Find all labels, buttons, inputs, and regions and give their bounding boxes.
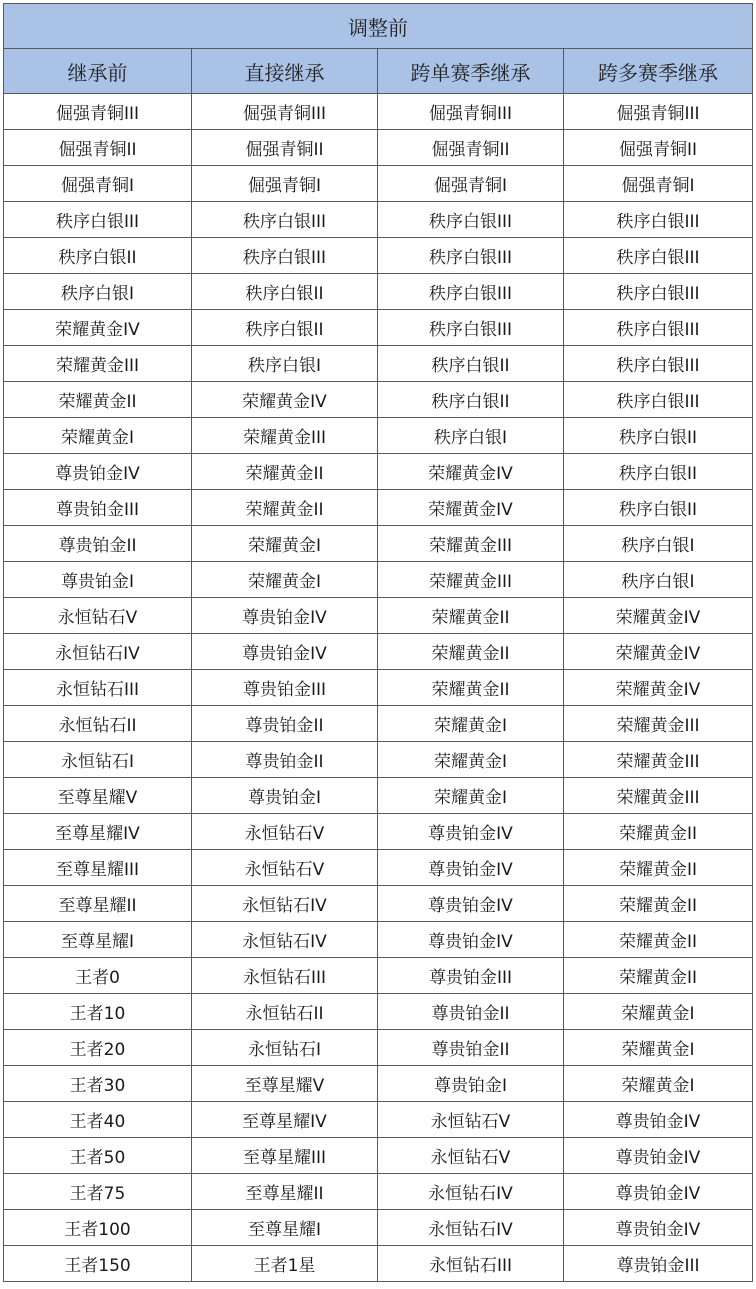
- cell-single-season: 倔强青铜III: [378, 94, 564, 130]
- cell-single-season: 秩序白银I: [378, 418, 564, 454]
- cell-multi-season: 荣耀黄金I: [564, 994, 753, 1030]
- cell-multi-season: 秩序白银III: [564, 238, 753, 274]
- table-row: [4, 598, 753, 634]
- table-row: [4, 418, 753, 454]
- table-title-row: [4, 4, 753, 49]
- cell-multi-season: 秩序白银III: [564, 202, 753, 238]
- cell-before: 荣耀黄金II: [4, 382, 192, 418]
- cell-direct: 荣耀黄金I: [192, 562, 378, 598]
- table-row: [4, 454, 753, 490]
- cell-direct: 秩序白银I: [192, 346, 378, 382]
- cell-multi-season: 尊贵铂金IV: [564, 1138, 753, 1174]
- cell-single-season: 荣耀黄金IV: [378, 454, 564, 490]
- cell-direct: 尊贵铂金III: [192, 670, 378, 706]
- cell-direct: 尊贵铂金II: [192, 742, 378, 778]
- cell-multi-season: 荣耀黄金II: [564, 850, 753, 886]
- cell-before: 倔强青铜I: [4, 166, 192, 202]
- table-body: [4, 94, 753, 1282]
- table-row: [4, 1066, 753, 1102]
- table-row: [4, 490, 753, 526]
- cell-single-season: 尊贵铂金III: [378, 958, 564, 994]
- cell-before: 至尊星耀II: [4, 886, 192, 922]
- cell-multi-season: 尊贵铂金IV: [564, 1210, 753, 1246]
- cell-before: 王者30: [4, 1066, 192, 1102]
- cell-single-season: 荣耀黄金II: [378, 598, 564, 634]
- table-row: [4, 1210, 753, 1246]
- cell-before: 王者100: [4, 1210, 192, 1246]
- cell-single-season: 荣耀黄金IV: [378, 490, 564, 526]
- cell-multi-season: 荣耀黄金II: [564, 958, 753, 994]
- cell-multi-season: 秩序白银III: [564, 382, 753, 418]
- cell-multi-season: 秩序白银I: [564, 562, 753, 598]
- cell-multi-season: 秩序白银II: [564, 490, 753, 526]
- cell-direct: 荣耀黄金II: [192, 490, 378, 526]
- cell-single-season: 秩序白银II: [378, 382, 564, 418]
- cell-multi-season: 倔强青铜II: [564, 130, 753, 166]
- cell-direct: 荣耀黄金II: [192, 454, 378, 490]
- cell-direct: 至尊星耀II: [192, 1174, 378, 1210]
- table-row: [4, 1030, 753, 1066]
- cell-before: 至尊星耀III: [4, 850, 192, 886]
- table-row: [4, 1102, 753, 1138]
- cell-before: 尊贵铂金III: [4, 490, 192, 526]
- table-row: [4, 526, 753, 562]
- cell-single-season: 倔强青铜II: [378, 130, 564, 166]
- cell-multi-season: 尊贵铂金IV: [564, 1174, 753, 1210]
- table-row: [4, 1138, 753, 1174]
- cell-multi-season: 秩序白银I: [564, 526, 753, 562]
- cell-multi-season: 荣耀黄金II: [564, 886, 753, 922]
- cell-direct: 永恒钻石IV: [192, 922, 378, 958]
- cell-direct: 永恒钻石IV: [192, 886, 378, 922]
- cell-direct: 秩序白银III: [192, 202, 378, 238]
- table-row: [4, 670, 753, 706]
- cell-single-season: 尊贵铂金I: [378, 1066, 564, 1102]
- cell-direct: 荣耀黄金IV: [192, 382, 378, 418]
- cell-direct: 尊贵铂金IV: [192, 598, 378, 634]
- cell-multi-season: 荣耀黄金IV: [564, 670, 753, 706]
- cell-multi-season: 尊贵铂金IV: [564, 1102, 753, 1138]
- cell-before: 秩序白银III: [4, 202, 192, 238]
- cell-direct: 尊贵铂金I: [192, 778, 378, 814]
- table-row: [4, 706, 753, 742]
- cell-before: 荣耀黄金IV: [4, 310, 192, 346]
- cell-direct: 荣耀黄金III: [192, 418, 378, 454]
- cell-before: 尊贵铂金II: [4, 526, 192, 562]
- cell-before: 秩序白银II: [4, 238, 192, 274]
- table-row: [4, 778, 753, 814]
- cell-single-season: 秩序白银III: [378, 274, 564, 310]
- cell-direct: 秩序白银III: [192, 238, 378, 274]
- table-row: [4, 346, 753, 382]
- cell-before: 王者40: [4, 1102, 192, 1138]
- column-header-before: 继承前: [4, 49, 192, 94]
- table-row: [4, 274, 753, 310]
- table-row: [4, 958, 753, 994]
- cell-single-season: 倔强青铜I: [378, 166, 564, 202]
- table-row: [4, 1246, 753, 1282]
- cell-before: 至尊星耀IV: [4, 814, 192, 850]
- cell-single-season: 荣耀黄金III: [378, 562, 564, 598]
- cell-direct: 至尊星耀IV: [192, 1102, 378, 1138]
- table-row: [4, 562, 753, 598]
- table-row: [4, 94, 753, 130]
- cell-direct: 永恒钻石V: [192, 850, 378, 886]
- table-row: [4, 814, 753, 850]
- table-row: [4, 130, 753, 166]
- cell-single-season: 荣耀黄金I: [378, 742, 564, 778]
- cell-single-season: 荣耀黄金III: [378, 526, 564, 562]
- cell-multi-season: 尊贵铂金III: [564, 1246, 753, 1282]
- table-row: [4, 634, 753, 670]
- cell-direct: 至尊星耀III: [192, 1138, 378, 1174]
- table-row: [4, 1174, 753, 1210]
- table-title: 调整前: [4, 4, 753, 49]
- cell-direct: 倔强青铜III: [192, 94, 378, 130]
- cell-single-season: 荣耀黄金I: [378, 778, 564, 814]
- cell-before: 永恒钻石II: [4, 706, 192, 742]
- cell-multi-season: 秩序白银III: [564, 346, 753, 382]
- cell-multi-season: 荣耀黄金I: [564, 1066, 753, 1102]
- cell-direct: 倔强青铜II: [192, 130, 378, 166]
- cell-single-season: 荣耀黄金II: [378, 634, 564, 670]
- cell-before: 至尊星耀I: [4, 922, 192, 958]
- cell-multi-season: 荣耀黄金IV: [564, 634, 753, 670]
- cell-before: 尊贵铂金IV: [4, 454, 192, 490]
- cell-direct: 倔强青铜I: [192, 166, 378, 202]
- column-header-direct: 直接继承: [192, 49, 378, 94]
- cell-before: 荣耀黄金I: [4, 418, 192, 454]
- cell-multi-season: 倔强青铜I: [564, 166, 753, 202]
- cell-single-season: 永恒钻石III: [378, 1246, 564, 1282]
- cell-multi-season: 荣耀黄金III: [564, 706, 753, 742]
- cell-multi-season: 荣耀黄金I: [564, 1030, 753, 1066]
- cell-multi-season: 秩序白银II: [564, 418, 753, 454]
- cell-single-season: 秩序白银II: [378, 346, 564, 382]
- cell-single-season: 尊贵铂金IV: [378, 850, 564, 886]
- cell-multi-season: 荣耀黄金III: [564, 742, 753, 778]
- cell-single-season: 秩序白银III: [378, 202, 564, 238]
- cell-direct: 永恒钻石I: [192, 1030, 378, 1066]
- cell-before: 尊贵铂金I: [4, 562, 192, 598]
- cell-direct: 荣耀黄金I: [192, 526, 378, 562]
- cell-multi-season: 倔强青铜III: [564, 94, 753, 130]
- table-row: [4, 886, 753, 922]
- table-row: [4, 382, 753, 418]
- cell-single-season: 永恒钻石V: [378, 1138, 564, 1174]
- cell-single-season: 永恒钻石IV: [378, 1210, 564, 1246]
- cell-multi-season: 荣耀黄金III: [564, 778, 753, 814]
- rank-inheritance-table: [3, 3, 753, 1282]
- cell-direct: 秩序白银II: [192, 310, 378, 346]
- cell-multi-season: 荣耀黄金II: [564, 922, 753, 958]
- cell-before: 倔强青铜II: [4, 130, 192, 166]
- cell-direct: 永恒钻石III: [192, 958, 378, 994]
- cell-before: 王者50: [4, 1138, 192, 1174]
- cell-direct: 至尊星耀I: [192, 1210, 378, 1246]
- table-header-row: [4, 49, 753, 94]
- cell-multi-season: 荣耀黄金IV: [564, 598, 753, 634]
- cell-before: 王者10: [4, 994, 192, 1030]
- cell-direct: 王者1星: [192, 1246, 378, 1282]
- cell-single-season: 尊贵铂金II: [378, 1030, 564, 1066]
- table-row: [4, 742, 753, 778]
- cell-before: 王者20: [4, 1030, 192, 1066]
- cell-single-season: 秩序白银III: [378, 238, 564, 274]
- cell-before: 王者150: [4, 1246, 192, 1282]
- cell-single-season: 尊贵铂金IV: [378, 922, 564, 958]
- cell-direct: 尊贵铂金IV: [192, 634, 378, 670]
- cell-direct: 尊贵铂金II: [192, 706, 378, 742]
- table-row: [4, 922, 753, 958]
- table-row: [4, 202, 753, 238]
- cell-before: 王者0: [4, 958, 192, 994]
- cell-single-season: 秩序白银III: [378, 310, 564, 346]
- cell-multi-season: 秩序白银III: [564, 310, 753, 346]
- cell-before: 永恒钻石IV: [4, 634, 192, 670]
- cell-direct: 至尊星耀V: [192, 1066, 378, 1102]
- cell-multi-season: 荣耀黄金II: [564, 814, 753, 850]
- cell-before: 永恒钻石I: [4, 742, 192, 778]
- cell-single-season: 尊贵铂金IV: [378, 886, 564, 922]
- cell-before: 秩序白银I: [4, 274, 192, 310]
- column-header-single-season: 跨单赛季继承: [378, 49, 564, 94]
- cell-direct: 秩序白银II: [192, 274, 378, 310]
- cell-before: 荣耀黄金III: [4, 346, 192, 382]
- cell-before: 永恒钻石III: [4, 670, 192, 706]
- cell-before: 至尊星耀V: [4, 778, 192, 814]
- table-row: [4, 994, 753, 1030]
- table-row: [4, 850, 753, 886]
- cell-before: 倔强青铜III: [4, 94, 192, 130]
- table-row: [4, 166, 753, 202]
- cell-direct: 永恒钻石II: [192, 994, 378, 1030]
- cell-single-season: 尊贵铂金IV: [378, 814, 564, 850]
- cell-before: 王者75: [4, 1174, 192, 1210]
- cell-multi-season: 秩序白银III: [564, 274, 753, 310]
- column-header-multi-season: 跨多赛季继承: [564, 49, 753, 94]
- cell-single-season: 永恒钻石IV: [378, 1174, 564, 1210]
- cell-before: 永恒钻石V: [4, 598, 192, 634]
- table-row: [4, 238, 753, 274]
- table-row: [4, 310, 753, 346]
- cell-single-season: 尊贵铂金II: [378, 994, 564, 1030]
- cell-direct: 永恒钻石V: [192, 814, 378, 850]
- rank-inheritance-table-container: [3, 3, 752, 1282]
- cell-multi-season: 秩序白银II: [564, 454, 753, 490]
- cell-single-season: 荣耀黄金I: [378, 706, 564, 742]
- cell-single-season: 永恒钻石V: [378, 1102, 564, 1138]
- cell-single-season: 荣耀黄金II: [378, 670, 564, 706]
